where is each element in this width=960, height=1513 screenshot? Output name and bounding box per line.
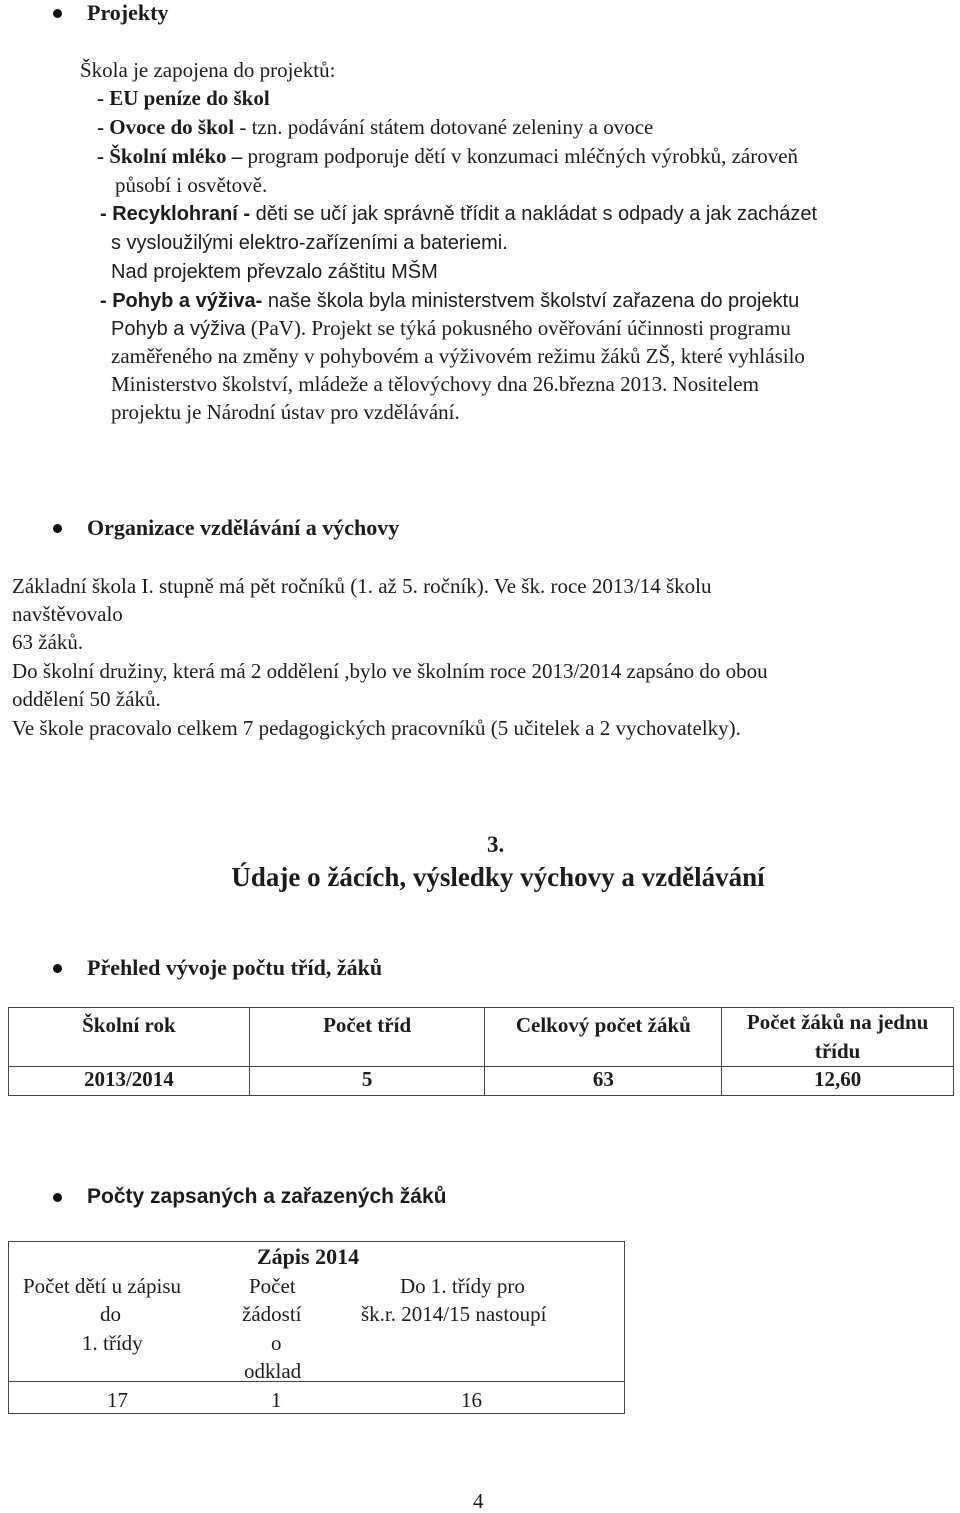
project-recyklo-cont: s vysloužilými elektro-zařízeními a bateriemi. (111, 232, 508, 254)
project-pohyb-line5: projektu je Národní ústav pro vzdělávání. (111, 400, 460, 424)
bullet-icon (53, 9, 62, 18)
col2-line1: Počet (249, 1274, 296, 1298)
table-cell: 5 (249, 1067, 485, 1096)
table-cell: 63 (485, 1067, 722, 1096)
project-pohyb-desc: naše škola byla ministerstvem školství zařazena do projektu (262, 290, 800, 312)
table-header-cell: Počet žáků na jednu třídu (722, 1008, 954, 1067)
col3-line2: šk.r. 2014/15 nastoupí (361, 1302, 547, 1326)
section-heading-prehled: Přehled vývoje počtu tříd, žáků (87, 955, 383, 980)
project-ovoce-title: - Ovoce do škol (97, 115, 235, 139)
project-mleko-desc: program podporuje dětí v konzumaci mléčných výrobků, zároveň (242, 144, 799, 168)
table-header-cell: Školní rok (9, 1008, 250, 1067)
col1-line1: Počet dětí u zápisu (23, 1274, 182, 1298)
project-ovoce-desc: - tzn. podávání státem dotované zeleniny a ovoce (234, 115, 654, 139)
organizace-line5: oddělení 50 žáků. (12, 687, 161, 711)
table-header-row (9, 1008, 954, 1067)
project-ovoce (97, 117, 653, 138)
project-recyklo-title: - Recyklohraní - (100, 203, 251, 225)
project-pohyb-name: Pohyb a výživa (111, 318, 246, 340)
project-pohyb-title: - Pohyb a výživa- (100, 290, 263, 312)
organizace-line1: Základní škola I. stupně má pět ročníků (1. až 5. ročník). Ve šk. roce 2013/14 školu (12, 574, 712, 598)
project-mleko-cont: působí i osvětově. (115, 173, 268, 197)
bullet-icon (53, 1193, 62, 1202)
value-zapis: 17 (107, 1388, 128, 1412)
bullet-icon (53, 964, 62, 973)
project-pohyb-line2 (111, 318, 791, 339)
projekty-intro: Škola je zapojena do projektů: (80, 58, 336, 82)
col1-line3: 1. třídy (82, 1331, 143, 1355)
col3-line1: Do 1. třídy pro (400, 1274, 525, 1298)
organizace-line4: Do školní družiny, která má 2 oddělení ,bylo ve školním roce 2013/2014 zapsáno do obou (12, 659, 768, 683)
classes-table (8, 1007, 954, 1096)
organizace-line2: navštěvovalo (12, 602, 123, 626)
col2-line3: o (271, 1331, 282, 1355)
value-nastoupi: 16 (461, 1388, 482, 1412)
bullet-icon (53, 524, 62, 533)
enrollment-table (8, 1241, 625, 1414)
value-odklad: 1 (271, 1388, 282, 1412)
project-pohyb (100, 291, 799, 311)
organizace-line6: Ve škole pracovalo celkem 7 pedagogických pracovníků (5 učitelek a 2 vychovatelky). (12, 716, 741, 740)
col2-line2: žádostí (242, 1302, 302, 1326)
table-title: Zápis 2014 (257, 1244, 360, 1269)
table-row (9, 1067, 954, 1096)
project-pohyb-line4: Ministerstvo školství, mládeže a tělovýchovy dna 26.března 2013. Nositelem (111, 372, 759, 396)
page-number: 4 (473, 1489, 484, 1513)
table-header-cell: Počet tříd (249, 1008, 485, 1067)
section-title: Údaje o žácích, výsledky výchovy a vzdělávání (231, 862, 765, 892)
table-cell: 2013/2014 (9, 1067, 250, 1096)
project-eu: - EU peníze do škol (97, 86, 270, 110)
project-pohyb-line2-rest: (PaV). Projekt se týká pokusného ověřování účinnosti programu (245, 316, 791, 340)
section-heading-organizace: Organizace vzdělávání a výchovy (87, 515, 400, 540)
col1-line2: do (100, 1302, 121, 1326)
table-cell: 12,60 (722, 1067, 954, 1096)
section-heading-pocty: Počty zapsaných a zařazených žáků (87, 1185, 447, 1208)
project-recyklo-msm: Nad projektem převzalo záštitu MŠM (111, 261, 438, 283)
table-header-cell: Celkový počet žáků (485, 1008, 722, 1067)
organizace-line3: 63 žáků. (12, 630, 84, 654)
project-recyklo-desc: děti se učí jak správně třídit a nakládat s odpady a jak zacházet (250, 203, 818, 225)
col2-line4: odklad (244, 1359, 302, 1383)
project-pohyb-line3: zaměřeného na změny v pohybovém a výživovém režimu žáků ZŠ, které vyhlásilo (111, 344, 805, 368)
section-heading-projekty: Projekty (87, 0, 169, 25)
project-mleko (97, 146, 798, 167)
project-recyklo (100, 204, 817, 224)
project-mleko-title: - Školní mléko – (97, 144, 243, 168)
section-number: 3. (487, 832, 505, 857)
